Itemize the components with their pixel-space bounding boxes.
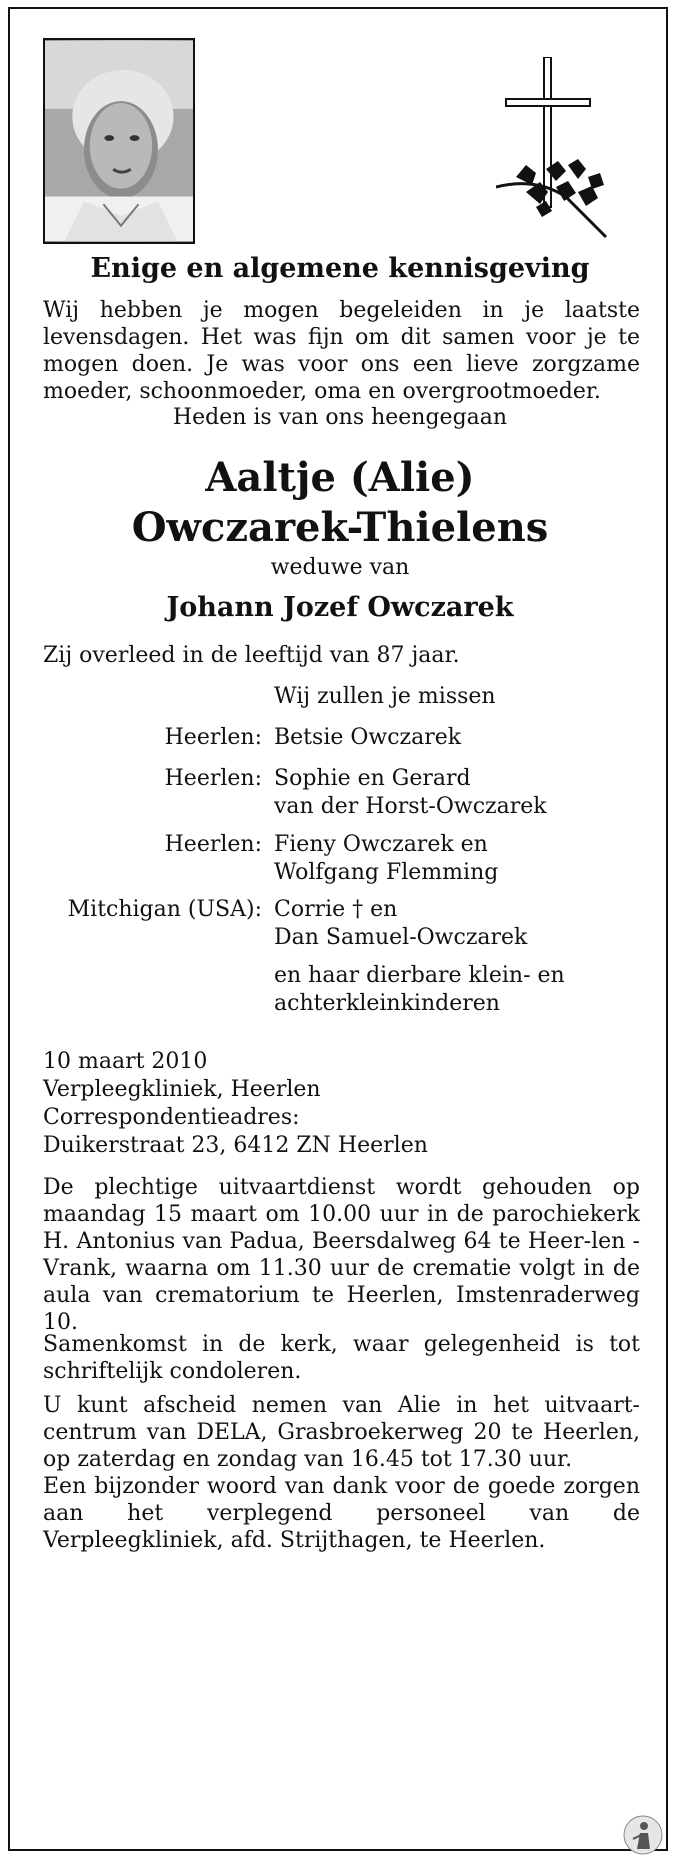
notice-date: 10 maart 2010 xyxy=(43,1049,208,1074)
family-name-line2: Wolfgang Flemming xyxy=(274,860,499,885)
deceased-name-line2: Owczarek-Thielens xyxy=(131,504,549,551)
footer-logo-icon xyxy=(623,1815,663,1855)
family-name-line1: Fieny Owczarek en xyxy=(274,832,488,857)
notice-details xyxy=(43,1048,643,1160)
portrait-photo xyxy=(43,38,195,244)
family-name-line2: Dan Samuel-Owczarek xyxy=(274,925,528,950)
gathering-paragraph: Samenkomst in de kerk, waar gelegenheid is tot schriftelijk condoleren. xyxy=(43,1332,640,1384)
family-place: Heerlen: xyxy=(164,766,262,791)
family-names xyxy=(274,724,654,752)
deceased-name xyxy=(10,453,670,553)
grandchildren-line1: en haar dierbare klein- en xyxy=(274,963,565,988)
spouse-name: Johann Jozef Owczarek xyxy=(166,592,514,623)
family-name-line1: Corrie † en xyxy=(274,897,398,922)
family-names xyxy=(274,962,654,1018)
family-names xyxy=(274,831,654,887)
age-statement: Zij overleed in de leeftijd van 87 jaar. xyxy=(43,643,460,668)
cross-with-ivy-icon xyxy=(496,57,616,247)
place-of-death: Verpleegkliniek, Heerlen xyxy=(43,1077,321,1102)
death-notice xyxy=(8,7,668,1851)
widow-of-label: weduwe van xyxy=(270,555,410,580)
family-name-line2: van der Horst-Owczarek xyxy=(274,794,547,819)
correspondence-label: Correspondentieadres: xyxy=(43,1105,300,1130)
service-paragraph: De plechtige uitvaartdienst wordt gehouden op maandag 15 maart om 10.00 uur in de parochiekerk H. Antonius van Padua, Beersdalweg 64 te Heer-len -Vrank, waarna om 11.30 uur de crematie volgt in de aula van crematorium te Heerlen, Imstenraderweg 10. xyxy=(43,1175,640,1335)
family-name-line1: Betsie Owczarek xyxy=(274,725,462,750)
family-name-line1: Sophie en Gerard xyxy=(274,766,471,791)
family-names xyxy=(274,896,654,952)
family-place: Mitchigan (USA): xyxy=(67,897,262,922)
closing-line: Wij zullen je missen xyxy=(274,684,496,709)
passed-away-line: Heden is van ons heengegaan xyxy=(172,405,508,430)
family-place: Heerlen: xyxy=(164,725,262,750)
portrait-illustration xyxy=(45,40,193,242)
farewell-paragraph: U kunt afscheid nemen van Alie in het uitvaart-centrum van DELA, Grasbroekerweg 20 te Heerlen, op zaterdag en zondag van 16.45 tot 17.30 uur. xyxy=(43,1393,640,1472)
thanks-paragraph: Een bijzonder woord van dank voor de goede zorgen aan het verplegend personeel van de Verpleegkliniek, afd. Strijthagen, te Heerlen. xyxy=(43,1474,640,1553)
family-names xyxy=(274,765,654,821)
correspondence-address: Duikerstraat 23, 6412 ZN Heerlen xyxy=(43,1133,428,1158)
grandchildren-line2: achterkleinkinderen xyxy=(274,991,500,1016)
intro-paragraph: Wij hebben je mogen begeleiden in je laatste levensdagen. Het was fijn om dit samen voor je te mogen doen. Je was voor ons een lieve zorgzame moeder, schoonmoeder, oma en overgrootmoeder. xyxy=(43,298,640,404)
family-place: Heerlen: xyxy=(164,832,262,857)
notice-heading: Enige en algemene kennisgeving xyxy=(90,253,590,284)
deceased-name-line1: Aaltje (Alie) xyxy=(205,454,475,501)
